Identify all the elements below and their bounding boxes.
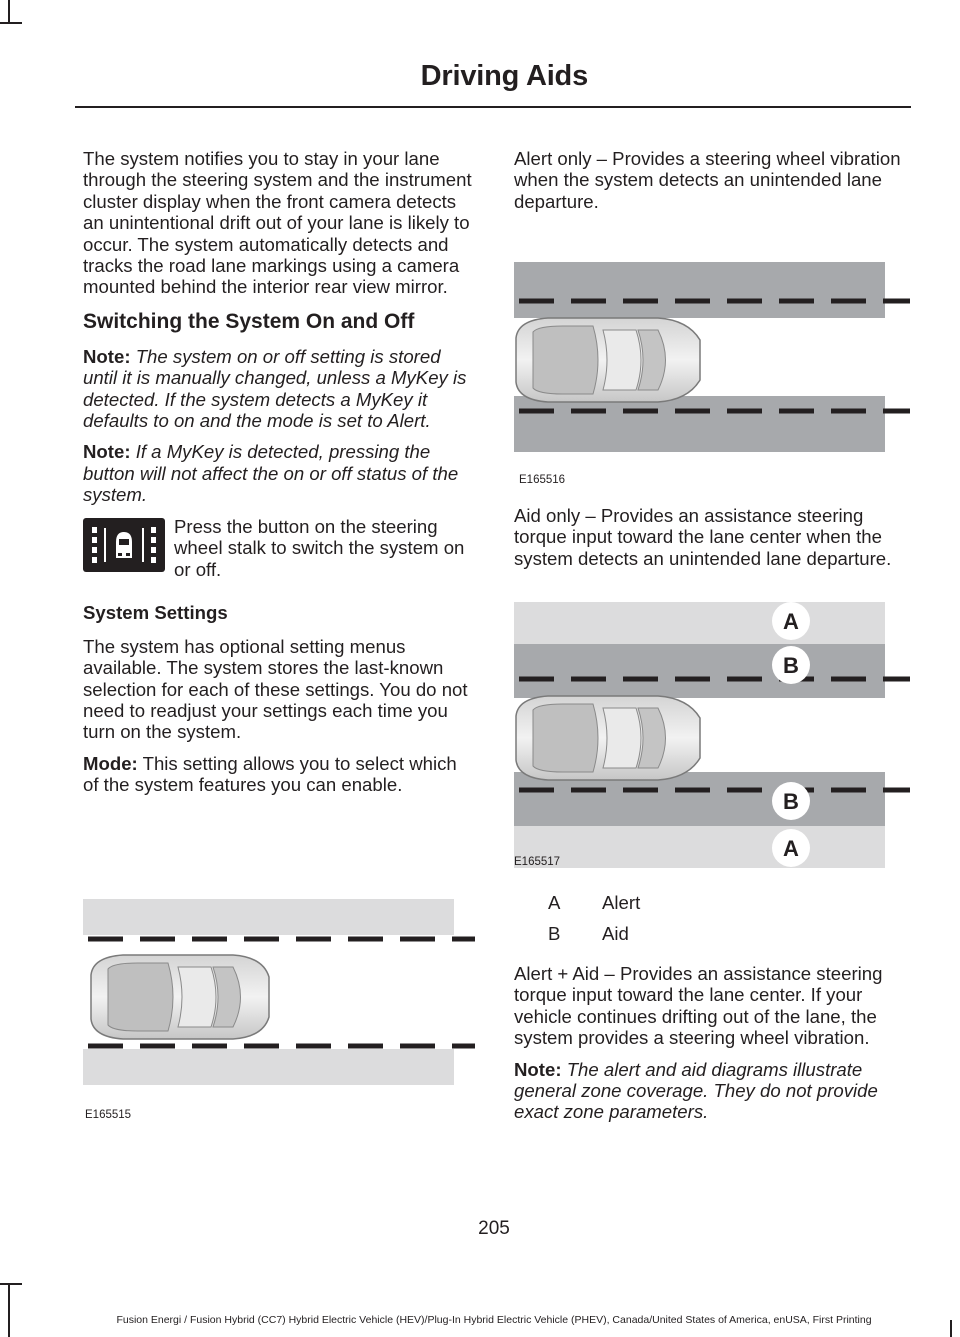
note-label: Note:	[83, 345, 131, 367]
crop-mark	[8, 0, 10, 22]
note-paragraph	[83, 346, 475, 432]
zone-label: B	[783, 653, 799, 678]
aid-only-block	[514, 505, 906, 579]
legend-letter: A	[548, 892, 561, 913]
vehicle-illustration	[91, 955, 269, 1039]
mode-label: Mode:	[83, 752, 138, 774]
note-paragraph	[514, 1059, 906, 1123]
figure-code: E165517	[514, 856, 561, 868]
note-paragraph	[83, 441, 475, 505]
page-header-title: Driving Aids	[420, 60, 588, 92]
zone-marker-b	[772, 782, 810, 820]
note-label: Note:	[514, 1058, 562, 1080]
legend-description: Alert	[602, 892, 641, 913]
footer-text: Fusion Energi / Fusion Hybrid (CC7) Hybrid Electric Vehicle (HEV)/Plug-In Hybrid Electric Vehicle (PHEV), Canada/United States of America, enUSA, First Printing	[116, 1314, 872, 1326]
legend-letter: B	[548, 923, 561, 944]
zone-label: A	[783, 836, 799, 861]
zone-marker-a	[772, 829, 810, 867]
legend-description: Aid	[602, 923, 629, 944]
heading-switching: Switching the System On and Off	[83, 309, 415, 333]
alert-aid-paragraph: Alert + Aid – Provides an assistance steering torque input toward the lane center. If your vehicle continues drifting out of the lane, the system provides a steering wheel vibration.	[514, 963, 883, 1049]
left-column	[83, 148, 475, 806]
crop-mark	[0, 22, 22, 24]
vehicle-illustration	[516, 318, 700, 402]
zone-marker-a	[772, 602, 810, 640]
note-text: If a MyKey is detected, pressing the button will not affect the on or off status of the system.	[83, 441, 459, 506]
intro-paragraph: The system notifies you to stay in your lane through the steering system and the instrument cluster display when the front camera detects an unintentional drift out of your lane is likely to occur. The system automatically detects and tracks the road lane markings using a camera mounted behind the interior rear view mirror.	[83, 148, 472, 298]
vehicle-illustration	[516, 696, 700, 780]
crop-mark	[8, 1283, 10, 1337]
aid-only-paragraph: Aid only – Provides an assistance steering torque input toward the lane center when the system detects an unintended lane departure.	[514, 505, 892, 569]
zone-label: B	[783, 789, 799, 814]
alert-only-diagram	[514, 260, 910, 492]
figure-code: E165515	[85, 1109, 132, 1121]
settings-paragraph: The system has optional setting menus available. The system stores the last-known selection for each of these settings. You do not need to readjust your settings each time you turn on the system.	[83, 635, 468, 743]
zone-label: A	[783, 609, 799, 634]
alert-only-block	[514, 148, 906, 222]
zone-marker-b	[772, 646, 810, 684]
page-number: 205	[478, 1218, 510, 1239]
crop-mark	[0, 1283, 22, 1285]
note-text: The system on or off setting is stored until it is manually changed, unless a MyKey is detected. If the system detects a MyKey it defaults to on and the mode is set to Alert.	[83, 345, 467, 432]
lane-keeping-icon	[83, 518, 165, 572]
note-text: The alert and aid diagrams illustrate general zone coverage. They do not provide exact zone parameters.	[514, 1058, 878, 1123]
mode-text: This setting allows you to select which of the system features you can enable.	[83, 752, 457, 796]
mode-diagram	[83, 897, 475, 1121]
button-instruction	[83, 516, 475, 588]
button-instruction-text: Press the button on the steering wheel stalk to switch the system on or off.	[174, 515, 465, 580]
alert-aid-block	[514, 963, 906, 1133]
aid-only-diagram	[514, 600, 910, 876]
note-label: Note:	[83, 441, 131, 463]
alert-only-paragraph: Alert only – Provides a steering wheel vibration when the system detects an unintended lane departure.	[514, 148, 901, 212]
header-divider	[75, 106, 911, 108]
heading-system-settings: System Settings	[83, 601, 228, 623]
mode-paragraph	[83, 753, 475, 796]
figure-code: E165516	[519, 474, 566, 486]
